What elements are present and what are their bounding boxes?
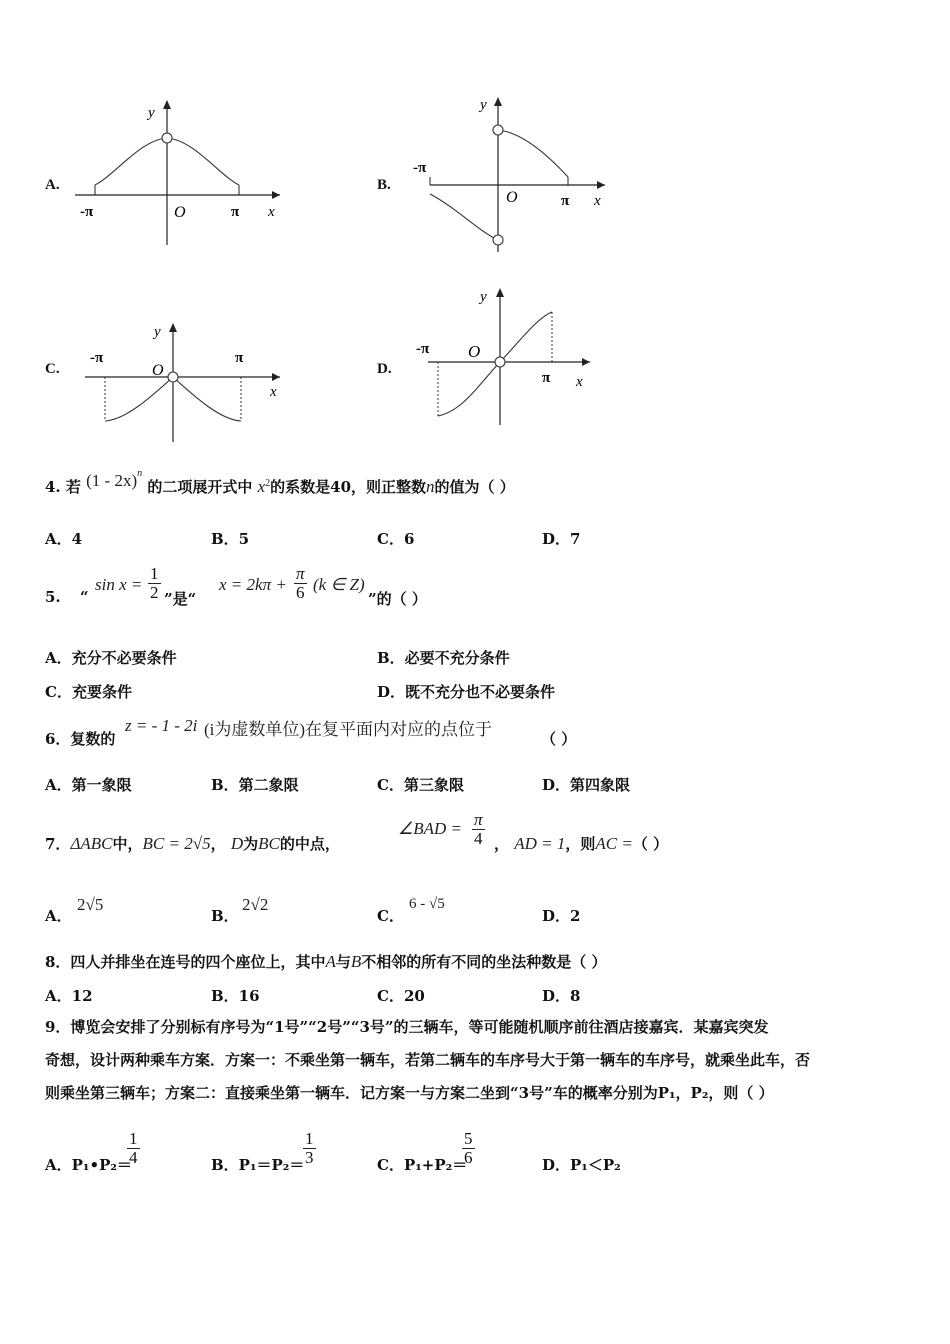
graph-c-neg-pi: -π [90, 350, 104, 366]
q9-line-2: 奇想，设计两种乘车方案．方案一：不乘坐第一辆车，若第二辆车的车序号大于第一辆车的车序号，就乘坐此车，否 [45, 1051, 811, 1069]
q4-n: n [426, 477, 435, 496]
q6-option-d[interactable]: D．第四象限 [542, 776, 631, 794]
q9-option-a-fraction [127, 1130, 140, 1167]
graph-c-x: x [270, 384, 277, 400]
q6-note: (i为虚数单位)在复平面内对应的点位于 [204, 720, 493, 739]
q5-option-b[interactable]: B．必要不充分条件 [377, 649, 510, 667]
q5-mid-quote: ”是“ [164, 590, 197, 608]
graph-a-x: x [268, 204, 275, 220]
graph-c-y: y [154, 324, 161, 340]
graph-b-origin: O [506, 189, 518, 206]
q7-angle: ∠BAD = [398, 819, 463, 838]
q7-option-d[interactable]: D．2 [542, 907, 581, 925]
q7-t4: 的中点， [279, 835, 340, 853]
graph-d-pi: π [542, 370, 551, 386]
q8-option-d[interactable]: D．8 [542, 987, 581, 1005]
q7-option-b-value: 2√2 [242, 895, 269, 914]
q7-suffix: （ ） [632, 835, 669, 853]
q9-fraca-num: 1 [129, 1129, 138, 1148]
q7-t6: ，则 [565, 835, 596, 853]
q7-pi-num: π [474, 810, 483, 829]
q4-option-a[interactable]: A．4 [45, 530, 83, 548]
q5-pi-num: π [296, 564, 305, 583]
q7-triangle: ΔABC [70, 834, 113, 853]
q7-t1: 中， [112, 835, 143, 853]
graph-b-y: y [480, 97, 487, 113]
q7-t3: 为 [243, 835, 259, 853]
q6-option-a[interactable]: A．第一象限 [45, 776, 132, 794]
q4-x: x [257, 477, 266, 496]
q5-option-a[interactable]: A．充分不必要条件 [45, 649, 177, 667]
graph-b [400, 92, 615, 257]
q8-a: A [325, 952, 336, 971]
q9-line-1: 9．博览会安排了分别标有序号为“1号”“2号”“3号”的三辆车，等可能随机顺序前往酒店接嘉宾．某嘉宾突发 [45, 1018, 769, 1036]
q5-option-d[interactable]: D．既不充分也不必要条件 [377, 683, 556, 701]
q4-option-b[interactable]: B．5 [211, 530, 250, 548]
q4-mid: 的二项展开式中 [147, 478, 253, 496]
q7-d: D [230, 834, 244, 853]
graph-b-neg-pi: -π [413, 160, 427, 176]
q8-option-a[interactable]: A．12 [45, 987, 93, 1005]
q4-exp: n [137, 468, 143, 479]
graph-c [80, 318, 290, 446]
q4-option-c[interactable]: C．6 [377, 530, 415, 548]
q9-option-a[interactable]: A．P₁•P₂＝ [45, 1156, 132, 1174]
q8-option-c[interactable]: C．20 [377, 987, 425, 1005]
q6-option-b[interactable]: B．第二象限 [211, 776, 299, 794]
q6-prefix: 6．复数的 [45, 730, 116, 748]
q9-fracb-num: 1 [305, 1129, 314, 1148]
q7-tail [494, 833, 668, 854]
graph-b-x: x [594, 193, 601, 209]
graph-b-label: B. [377, 177, 391, 193]
graph-a-pi: π [231, 204, 240, 220]
q8-suffix: 不相邻的所有不同的坐法种数是（ ） [361, 953, 607, 971]
q5-half-fraction [148, 565, 161, 602]
q9-option-d[interactable]: D．P₁＜P₂ [542, 1156, 621, 1174]
q9-fracc-den: 6 [464, 1148, 473, 1167]
graph-c-pi: π [235, 350, 244, 366]
q9-option-c-fraction [462, 1130, 475, 1167]
graph-d-x: x [576, 374, 583, 390]
q4-mid2: 的系数是40，则正整数 [270, 478, 427, 496]
question-4 [45, 468, 515, 497]
q5-half-den: 2 [150, 583, 159, 602]
q5-option-c[interactable]: C．充要条件 [45, 683, 132, 701]
q4-option-d[interactable]: D．7 [542, 530, 581, 548]
q5-sin: sin x = [95, 575, 143, 594]
question-9 [45, 1011, 925, 1110]
graph-a-y: y [148, 105, 155, 121]
graph-d-label: D. [377, 361, 392, 377]
q4-x-exp: 2 [265, 478, 271, 489]
question-8 [45, 951, 606, 972]
q9-fraca-den: 4 [129, 1148, 138, 1167]
graph-a-label: A. [45, 177, 60, 193]
q7-bc: BC = 2√5 [142, 834, 211, 853]
q5-open-quote: “ [80, 588, 89, 606]
graph-d-y: y [480, 289, 487, 305]
q8-b: B [350, 952, 362, 971]
graph-a-origin: O [174, 204, 186, 221]
q5-x-eq: x = 2kπ + [219, 575, 287, 594]
question-7 [45, 833, 340, 854]
q9-option-b-fraction [303, 1130, 316, 1167]
q7-option-b-label[interactable]: B． [211, 907, 239, 925]
graph-d-origin: O [468, 342, 481, 361]
q7-t5: ， [494, 835, 510, 853]
q7-pi-fraction [472, 811, 485, 848]
q5-pi-fraction [294, 565, 307, 602]
q6-suffix: （ ） [541, 730, 577, 748]
q5-prefix: 5. [45, 588, 61, 606]
graph-c-label: C. [45, 361, 60, 377]
q7-bc2: BC [258, 834, 280, 853]
q9-fracc-num: 5 [464, 1129, 473, 1148]
graph-d-neg-pi: -π [416, 341, 430, 357]
q9-option-b[interactable]: B．P₁＝P₂＝ [211, 1156, 305, 1174]
q7-pi-den: 4 [474, 829, 483, 848]
q7-option-c-label[interactable]: C． [377, 907, 404, 925]
q8-option-b[interactable]: B．16 [211, 987, 260, 1005]
graph-c-origin: O [152, 362, 164, 379]
graph-d [408, 283, 598, 428]
q9-fracb-den: 3 [305, 1148, 314, 1167]
q7-t2: ， [210, 835, 226, 853]
q6-expr: z = - 1 - 2i [125, 716, 198, 735]
q8-prefix: 8．四人并排坐在连号的四个座位上，其中 [45, 953, 326, 971]
q9-option-c[interactable]: C．P₁+P₂＝ [377, 1156, 468, 1174]
graph-a-neg-pi: -π [80, 204, 94, 220]
q4-expr: (1 - 2x) [86, 471, 138, 490]
q7-option-a-label[interactable]: A． [45, 907, 72, 925]
q4-prefix: 4. 若 [45, 478, 81, 496]
graph-b-pi: π [561, 193, 570, 209]
q5-pi-den: 6 [296, 583, 305, 602]
q7-option-c-value: 6 - √5 [409, 896, 445, 912]
q9-line-3: 则乘坐第三辆车；方案二：直接乘坐第一辆车．记方案一与方案二坐到“3号”车的概率分别为P₁，P₂，则（ ） [45, 1084, 774, 1102]
q8-yu: 与 [335, 953, 351, 971]
graph-a [70, 95, 285, 250]
q5-k-domain: (k ∈ Z) [313, 575, 365, 594]
q6-option-c[interactable]: C．第三象限 [377, 776, 464, 794]
q5-half-num: 1 [150, 564, 159, 583]
q7-prefix: 7． [45, 835, 71, 853]
q7-option-a-value: 2√5 [77, 895, 104, 914]
q7-ac: AC = [595, 834, 633, 853]
q7-ad: AD = 1 [514, 834, 566, 853]
q4-suffix: 的值为（ ） [434, 478, 515, 496]
q5-suffix: ”的（ ） [368, 590, 427, 608]
